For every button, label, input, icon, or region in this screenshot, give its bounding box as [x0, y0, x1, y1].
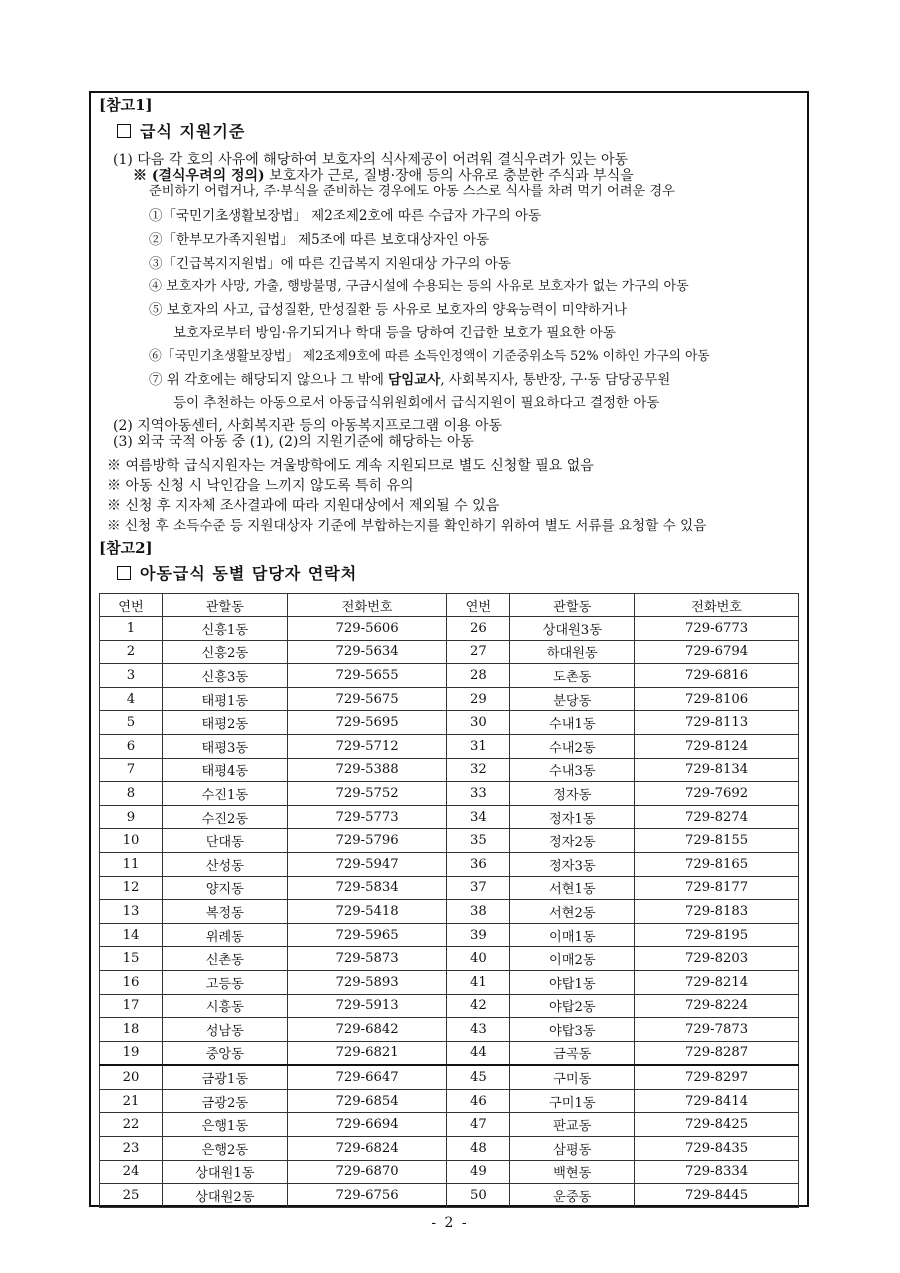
cell-district: 서현1동: [510, 876, 635, 900]
cell-no: 47: [447, 1113, 510, 1137]
cell-no: 11: [100, 852, 163, 876]
cell-district: 산성동: [162, 852, 287, 876]
table-row: [100, 829, 799, 853]
cell-no: 19: [100, 1041, 163, 1065]
table-row: [100, 1160, 799, 1184]
cell-district: 태평3동: [162, 734, 287, 758]
table-row: [100, 852, 799, 876]
cell-district: 고등동: [162, 970, 287, 994]
criteria-1: (1) 다음 각 호의 사유에 해당하여 보호자의 식사제공이 어려워 결식우려가 있는 아동: [113, 152, 629, 168]
cell-no: 3: [100, 664, 163, 688]
cell-district: 금광1동: [162, 1065, 287, 1089]
section-title-text: 급식 지원기준: [140, 122, 246, 141]
criteria-item-7: [149, 371, 670, 389]
table-row: [100, 923, 799, 947]
cell-no: 8: [100, 782, 163, 806]
cell-district: 구미동: [510, 1065, 635, 1089]
table-header-row: [100, 594, 799, 617]
cell-district: 수진1동: [162, 782, 287, 806]
item7-text-c: , 사회복지사, 통반장, 구·동 담당공무원: [440, 372, 671, 388]
cell-no: 24: [100, 1160, 163, 1184]
header-phone: 전화번호: [635, 594, 799, 617]
cell-phone: 729-8165: [635, 852, 799, 876]
reference-1-label: [참고1]: [99, 96, 153, 114]
cell-phone: 729-8414: [635, 1089, 799, 1113]
cell-phone: 729-5634: [287, 640, 447, 664]
cell-phone: 729-6821: [287, 1041, 447, 1065]
criteria-item-5: ⑤ 보호자의 사고, 급성질환, 만성질환 등 사유로 보호자의 양육능력이 미약하거나: [149, 302, 628, 318]
cell-phone: 729-5695: [287, 711, 447, 735]
cell-no: 50: [447, 1184, 510, 1208]
note-3: ※ 신청 후 지자체 조사결과에 따라 지원대상에서 제외될 수 있음: [107, 498, 500, 514]
table-row: [100, 947, 799, 971]
cell-phone: 729-8155: [635, 829, 799, 853]
cell-phone: 729-8106: [635, 687, 799, 711]
cell-phone: 729-8274: [635, 805, 799, 829]
table-row: [100, 994, 799, 1018]
header-district: 관할동: [510, 594, 635, 617]
cell-no: 10: [100, 829, 163, 853]
cell-phone: 729-5834: [287, 876, 447, 900]
cell-phone: 729-8287: [635, 1041, 799, 1065]
cell-district: 수내2동: [510, 734, 635, 758]
cell-district: 태평2동: [162, 711, 287, 735]
cell-phone: 729-7692: [635, 782, 799, 806]
cell-no: 30: [447, 711, 510, 735]
cell-district: 삼평동: [510, 1137, 635, 1161]
cell-phone: 729-5655: [287, 664, 447, 688]
cell-no: 34: [447, 805, 510, 829]
header-phone: 전화번호: [287, 594, 447, 617]
cell-district: 상대원3동: [510, 617, 635, 641]
cell-no: 33: [447, 782, 510, 806]
cell-no: 1: [100, 617, 163, 641]
cell-district: 신흥2동: [162, 640, 287, 664]
cell-no: 41: [447, 970, 510, 994]
cell-no: 37: [447, 876, 510, 900]
page-number: - 2 -: [431, 1215, 469, 1231]
cell-phone: 729-8435: [635, 1137, 799, 1161]
cell-district: 이매2동: [510, 947, 635, 971]
cell-district: 양지동: [162, 876, 287, 900]
square-bullet-icon: [117, 566, 131, 580]
cell-no: 26: [447, 617, 510, 641]
cell-district: 백현동: [510, 1160, 635, 1184]
cell-phone: 729-5712: [287, 734, 447, 758]
cell-no: 14: [100, 923, 163, 947]
criteria-item-6: ⑥「국민기초생활보장법」 제2조제9호에 따른 소득인정액이 기준중위소득 52% 이하인 가구의 아동: [149, 349, 710, 364]
cell-no: 15: [100, 947, 163, 971]
cell-phone: 729-5893: [287, 970, 447, 994]
cell-district: 야탑2동: [510, 994, 635, 1018]
cell-phone: 729-6870: [287, 1160, 447, 1184]
cell-phone: 729-5752: [287, 782, 447, 806]
cell-district: 은행1동: [162, 1113, 287, 1137]
cell-phone: 729-8177: [635, 876, 799, 900]
cell-district: 운중동: [510, 1184, 635, 1208]
criteria-item-5-cont: 보호자로부터 방임·유기되거나 학대 등을 당하여 긴급한 보호가 필요한 아동: [173, 325, 616, 341]
table-row: [100, 1137, 799, 1161]
cell-district: 위례동: [162, 923, 287, 947]
cell-phone: 729-6824: [287, 1137, 447, 1161]
cell-phone: 729-5418: [287, 900, 447, 924]
cell-phone: 729-6773: [635, 617, 799, 641]
cell-district: 은행2동: [162, 1137, 287, 1161]
cell-no: 16: [100, 970, 163, 994]
table-row: [100, 1041, 799, 1065]
cell-district: 금곡동: [510, 1041, 635, 1065]
cell-no: 43: [447, 1018, 510, 1042]
cell-district: 수진2동: [162, 805, 287, 829]
cell-no: 32: [447, 758, 510, 782]
cell-phone: 729-6647: [287, 1065, 447, 1089]
cell-phone: 729-5913: [287, 994, 447, 1018]
criteria-3: (3) 외국 국적 아동 중 (1), (2)의 지원기준에 해당하는 아동: [113, 434, 474, 450]
cell-district: 서현2동: [510, 900, 635, 924]
cell-district: 야탑3동: [510, 1018, 635, 1042]
cell-district: 판교동: [510, 1113, 635, 1137]
cell-district: 성남동: [162, 1018, 287, 1042]
cell-no: 5: [100, 711, 163, 735]
document-frame: [89, 91, 809, 1207]
cell-no: 21: [100, 1089, 163, 1113]
cell-phone: 729-6854: [287, 1089, 447, 1113]
cell-no: 44: [447, 1041, 510, 1065]
cell-no: 23: [100, 1137, 163, 1161]
table-row: [100, 758, 799, 782]
header-no: 연번: [447, 594, 510, 617]
cell-phone: 729-8297: [635, 1065, 799, 1089]
cell-district: 단대동: [162, 829, 287, 853]
definition-line-2: 준비하기 어렵거나, 주·부식을 준비하는 경우에도 아동 스스로 식사를 차려 먹기 어려운 경우: [149, 184, 675, 199]
cell-no: 36: [447, 852, 510, 876]
item7-text-a: ⑦ 위 각호에는 해당되지 않으나 그 밖에: [149, 372, 389, 388]
table-row: [100, 1184, 799, 1208]
cell-district: 정자3동: [510, 852, 635, 876]
criteria-item-3: ③「긴급복지지원법」에 따른 긴급복지 지원대상 가구의 아동: [149, 256, 511, 272]
table-row: [100, 1089, 799, 1113]
cell-phone: 729-6842: [287, 1018, 447, 1042]
cell-phone: 729-5873: [287, 947, 447, 971]
cell-district: 상대원1동: [162, 1160, 287, 1184]
table-row: [100, 805, 799, 829]
cell-phone: 729-6816: [635, 664, 799, 688]
cell-district: 복정동: [162, 900, 287, 924]
cell-district: 정자1동: [510, 805, 635, 829]
table-row: [100, 734, 799, 758]
cell-no: 46: [447, 1089, 510, 1113]
table-row: [100, 782, 799, 806]
cell-no: 7: [100, 758, 163, 782]
cell-district: 신촌동: [162, 947, 287, 971]
header-district: 관할동: [162, 594, 287, 617]
cell-phone: 729-8203: [635, 947, 799, 971]
table-row: [100, 640, 799, 664]
criteria-item-1: ①「국민기초생활보장법」 제2조제2호에 따른 수급자 가구의 아동: [149, 208, 542, 224]
cell-phone: 729-8124: [635, 734, 799, 758]
table-row: [100, 1065, 799, 1089]
table-row: [100, 617, 799, 641]
table-row: [100, 687, 799, 711]
cell-no: 27: [447, 640, 510, 664]
cell-no: 25: [100, 1184, 163, 1208]
cell-no: 2: [100, 640, 163, 664]
contact-table: [99, 593, 799, 1208]
table-row: [100, 1113, 799, 1137]
criteria-2: (2) 지역아동센터, 사회복지관 등의 아동복지프로그램 이용 아동: [113, 418, 503, 434]
cell-district: 태평1동: [162, 687, 287, 711]
cell-phone: 729-8113: [635, 711, 799, 735]
cell-no: 45: [447, 1065, 510, 1089]
cell-district: 수내1동: [510, 711, 635, 735]
item7-bold-teacher: 담임교사: [388, 372, 441, 388]
reference-2-label: [참고2]: [99, 539, 153, 557]
cell-no: 4: [100, 687, 163, 711]
cell-district: 하대원동: [510, 640, 635, 664]
cell-phone: 729-5606: [287, 617, 447, 641]
cell-no: 20: [100, 1065, 163, 1089]
criteria-item-2: ②「한부모가족지원법」 제5조에 따른 보호대상자인 아동: [149, 232, 490, 248]
cell-district: 야탑1동: [510, 970, 635, 994]
table-row: [100, 900, 799, 924]
cell-district: 분당동: [510, 687, 635, 711]
cell-no: 39: [447, 923, 510, 947]
definition-mark: ※ (결식우려의 정의): [133, 168, 265, 184]
section-title-meal-criteria: [117, 123, 245, 141]
cell-phone: 729-8183: [635, 900, 799, 924]
cell-district: 중앙동: [162, 1041, 287, 1065]
table-row: [100, 664, 799, 688]
cell-district: 상대원2동: [162, 1184, 287, 1208]
cell-no: 40: [447, 947, 510, 971]
cell-district: 구미1동: [510, 1089, 635, 1113]
cell-no: 42: [447, 994, 510, 1018]
cell-phone: 729-5796: [287, 829, 447, 853]
cell-district: 금광2동: [162, 1089, 287, 1113]
cell-phone: 729-5965: [287, 923, 447, 947]
cell-no: 49: [447, 1160, 510, 1184]
cell-no: 38: [447, 900, 510, 924]
cell-no: 13: [100, 900, 163, 924]
cell-phone: 729-6694: [287, 1113, 447, 1137]
cell-no: 22: [100, 1113, 163, 1137]
cell-district: 신흥3동: [162, 664, 287, 688]
cell-phone: 729-8224: [635, 994, 799, 1018]
table-row: [100, 970, 799, 994]
table-row: [100, 1018, 799, 1042]
note-1: ※ 여름방학 급식지원자는 겨울방학에도 계속 지원되므로 별도 신청할 필요 없음: [107, 458, 594, 474]
criteria-item-7-cont: 등이 추천하는 아동으로서 아동급식위원회에서 급식지원이 필요하다고 결정한 아동: [173, 395, 660, 411]
note-2: ※ 아동 신청 시 낙인감을 느끼지 않도록 특히 유의: [107, 478, 414, 494]
cell-district: 수내3동: [510, 758, 635, 782]
square-bullet-icon: [117, 124, 131, 138]
section-title-contacts: [117, 565, 357, 583]
cell-district: 도촌동: [510, 664, 635, 688]
cell-district: 정자동: [510, 782, 635, 806]
cell-no: 31: [447, 734, 510, 758]
definition-text: 보호자가 근로, 질병·장애 등의 사유로 충분한 주식과 부식을: [264, 168, 634, 184]
cell-no: 6: [100, 734, 163, 758]
cell-phone: 729-7873: [635, 1018, 799, 1042]
cell-phone: 729-6794: [635, 640, 799, 664]
cell-district: 정자2동: [510, 829, 635, 853]
cell-no: 18: [100, 1018, 163, 1042]
cell-phone: 729-5773: [287, 805, 447, 829]
cell-district: 이매1동: [510, 923, 635, 947]
cell-phone: 729-8425: [635, 1113, 799, 1137]
note-4: ※ 신청 후 소득수준 등 지원대상자 기준에 부합하는지를 확인하기 위하여 별도 서류를 요청할 수 있음: [107, 518, 707, 534]
cell-phone: 729-6756: [287, 1184, 447, 1208]
cell-phone: 729-8195: [635, 923, 799, 947]
cell-district: 시흥동: [162, 994, 287, 1018]
header-no: 연번: [100, 594, 163, 617]
cell-district: 신흥1동: [162, 617, 287, 641]
cell-phone: 729-8134: [635, 758, 799, 782]
cell-no: 17: [100, 994, 163, 1018]
section-title-text: 아동급식 동별 담당자 연락처: [140, 564, 358, 583]
cell-no: 12: [100, 876, 163, 900]
cell-no: 35: [447, 829, 510, 853]
cell-district: 태평4동: [162, 758, 287, 782]
table-row: [100, 711, 799, 735]
cell-phone: 729-5388: [287, 758, 447, 782]
cell-no: 9: [100, 805, 163, 829]
cell-phone: 729-8334: [635, 1160, 799, 1184]
cell-no: 48: [447, 1137, 510, 1161]
cell-phone: 729-5947: [287, 852, 447, 876]
table-row: [100, 876, 799, 900]
cell-no: 28: [447, 664, 510, 688]
cell-phone: 729-5675: [287, 687, 447, 711]
cell-phone: 729-8214: [635, 970, 799, 994]
cell-phone: 729-8445: [635, 1184, 799, 1208]
criteria-item-4: ④ 보호자가 사망, 가출, 행방불명, 구금시설에 수용되는 등의 사유로 보호자가 없는 가구의 아동: [149, 279, 689, 294]
cell-no: 29: [447, 687, 510, 711]
